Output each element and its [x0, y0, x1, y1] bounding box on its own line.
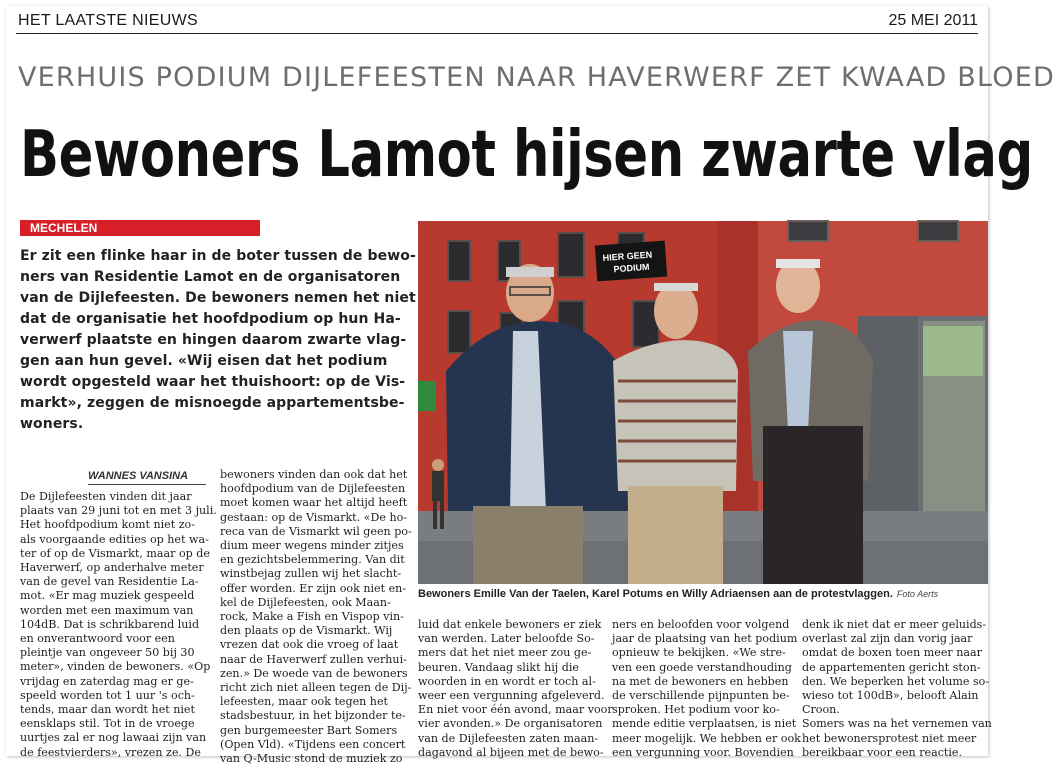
body-text-line: stadsbestuur, in het bijzonder te- [220, 709, 406, 723]
body-text-line: sproken. Het podium voor ko- [612, 703, 780, 717]
body-column-3 [418, 618, 613, 760]
body-text-line: een vergunning voor. Bovendien [612, 745, 794, 759]
body-text-line: offer worden. Er zijn ook niet en- [220, 581, 407, 595]
body-text-line: moet komen waar het altijd heeft [220, 496, 408, 510]
body-text-line: luid dat enkele bewoners er ziek [418, 618, 602, 631]
body-text-line: worden met een maximum van [20, 603, 194, 617]
body-text-line: (Open Vld). «Tijdens een concert [220, 737, 406, 751]
body-text-line: van de Dijlefeesten zaten maan- [418, 731, 599, 745]
body-text-line: en gezichtsbelemmering. Van dit [220, 553, 405, 567]
body-text-line: kel de Dijlefeesten, ook Maan- [220, 595, 391, 609]
body-text-line: dium meer wegens minder zitjes [220, 539, 404, 553]
body-text-line: Het hoofdpodium komt niet zo- [20, 518, 195, 532]
body-text-line: eensklaps stil. Tot in de vroege [20, 717, 195, 731]
body-text-line: Haverwerf, op anderhalve meter [20, 561, 204, 575]
body-text-line: als voorgaande edities op het wa- [20, 532, 209, 546]
body-text-line: mers dat het niet meer zou ge- [418, 646, 592, 660]
lead-paragraph [20, 246, 416, 435]
lead-line: verwerf plaatste en hingen daarom zwarte vlag- [20, 332, 407, 348]
body-text-line: naar de Haverwerf zullen verhui- [220, 652, 407, 666]
body-text-line: lefeesten, maar ook tegen het [220, 695, 388, 709]
masthead-rule [16, 33, 978, 34]
lead-line: markt», zeggen de misnoegde appartementsbe- [20, 395, 405, 411]
body-text-line: vrijdag en zaterdag mag er ge- [20, 674, 194, 688]
body-text-line: dagavond al bijeen met de bewo- [418, 745, 604, 759]
body-text-line: na met de bewoners en hebben [612, 674, 789, 688]
body-text-line: tends, maar dan wordt het niet [20, 703, 195, 717]
body-text-line: den. We beperken het volume so- [802, 674, 990, 688]
body-text-line: van Q-Music stond de muziek zo [220, 752, 403, 766]
protest-banner-line-2: PODIUM [613, 261, 650, 275]
caption-text: Bewoners Emille Van der Taelen, Karel Potums en Willy Adriaensen aan de protestvlaggen. [418, 588, 893, 600]
photo-caption [418, 588, 988, 600]
newspaper-clipping [6, 6, 1055, 766]
body-text-line: reca van de Vismarkt wil geen po- [220, 524, 412, 538]
body-text-line: De Dijlefeesten vinden dit jaar [20, 490, 192, 503]
body-text-line: Croon. [802, 703, 840, 717]
body-text-line: zen.» De woede van de bewoners [220, 666, 408, 680]
body-text-line: En niet voor één avond, maar voor [418, 703, 613, 717]
body-text-line: denk ik niet dat er meer geluids- [802, 618, 987, 631]
body-column-4 [612, 618, 801, 760]
lead-line: gen aan hun gevel. «Wij eisen dat het podium [20, 353, 388, 369]
protest-banner-line-1: HIER GEEN [602, 249, 653, 263]
body-text-line: de feestvierders», vrezen ze. De [20, 745, 201, 759]
body-text-line: jaar de plaatsing van het podium [612, 632, 798, 646]
main-headline: Bewoners Lamot hijsen zwarte vlag [20, 118, 1033, 192]
body-text-line: wieso tot 100dB», belooft Alain [802, 689, 979, 703]
body-text-line: winstbejag zullen wij het slacht- [220, 567, 402, 581]
body-column-2 [220, 468, 410, 766]
body-text-line: mot. «Er mag muziek gespeeld [20, 589, 195, 603]
kicker-headline: VERHUIS PODIUM DIJLEFEESTEN NAAR HAVERWERF ZET KWAAD BLOED [18, 62, 1055, 93]
body-text-line: vrezen dat ook die vroeg of laat [220, 638, 399, 652]
body-text-line: ners en beloofden voor volgend [612, 618, 790, 631]
body-column-1 [20, 490, 217, 760]
body-text-line: gen burgemeester Bart Somers [220, 723, 398, 737]
photo-credit: Foto Aerts [896, 589, 939, 599]
body-text-line: van de gevel van Residentie La- [20, 575, 199, 589]
section-label: MECHELEN [20, 220, 260, 236]
lead-line: wordt opgesteld waar het thuishoort: op de Vis- [20, 374, 406, 390]
lead-line: woners. [20, 416, 84, 432]
body-text-line: beuren. Vandaag slikt hij die [418, 660, 579, 674]
body-text-line: en onverantwoord voor een [20, 632, 175, 646]
lead-line: dat de organisatie het hoofdpodium op hun Ha- [20, 311, 401, 327]
body-text-line: weer een vergunning afgeleverd. [418, 689, 605, 703]
lead-line: Er zit een flinke haar in de boter tussen de bewo- [20, 248, 416, 264]
body-text-line: speeld worden tot 1 uur 's och- [20, 688, 195, 702]
body-text-line: rock, Make a Fish en Vispop vin- [220, 610, 404, 624]
body-text-line: vier avonden.» De organisatoren [418, 717, 603, 731]
body-text-line: de appartementen gericht ston- [802, 660, 981, 674]
lead-line: ners van Residentie Lamot en de organisatoren [20, 269, 401, 285]
body-text-line: meer mogelijk. We hebben er ook [612, 731, 801, 745]
body-text-line: gestaan: op de Vismarkt. «De ho- [220, 510, 408, 524]
body-text-line: bewoners vinden dan ook dat het [220, 468, 408, 481]
body-text-line: woorden in en wordt er toch al- [418, 674, 596, 688]
body-text-line: het bewonersprotest niet meer [802, 731, 977, 745]
news-photo [418, 221, 988, 584]
body-text-line: uurtjes zal er nog lawaai zijn van [20, 731, 207, 745]
body-text-line: pleintje van ongeveer 50 bij 30 [20, 646, 195, 660]
publication-date: 25 MEI 2011 [888, 12, 978, 29]
body-text-line: mende editie verplaatsen, is niet [612, 717, 797, 731]
body-text-line: den plaats op de Vismarkt. Wij [220, 624, 393, 638]
body-text-line: van werden. Later beloofde So- [418, 632, 595, 646]
body-text-line: de verschillende pijnpunten be- [612, 689, 790, 703]
body-text-line: plaats van 29 juni tot en met 3 juli. [20, 504, 217, 518]
body-text-line: 104dB. Dat is schrikbarend luid [20, 617, 200, 631]
body-text-line: opnieuw te bekijken. «We stre- [612, 646, 786, 660]
body-text-line: bereikbaar voor een reactie. [802, 745, 963, 759]
body-column-5 [802, 618, 992, 760]
body-text-line: omdat de boxen toen meer naar [802, 646, 982, 660]
lead-line: van de Dijlefeesten. De bewoners nemen het niet [20, 290, 416, 306]
body-text-line: meter», vinden de bewoners. «Op [20, 660, 211, 674]
body-text-line: richt zich niet alleen tegen de Dij- [220, 681, 412, 695]
body-text-line: hoofdpodium van de Dijlefeesten [220, 482, 406, 496]
byline: WANNES VANSINA [88, 470, 206, 485]
masthead: HET LAATSTE NIEUWS [18, 12, 198, 29]
body-text-line: overlast zal zijn dan vorig jaar [802, 632, 973, 646]
body-text-line: ven een goede verstandhouding [612, 660, 792, 674]
body-text-line: ter of op de Vismarkt, maar op de [20, 546, 210, 560]
body-text-line: Somers was na het vernemen van [802, 717, 992, 731]
